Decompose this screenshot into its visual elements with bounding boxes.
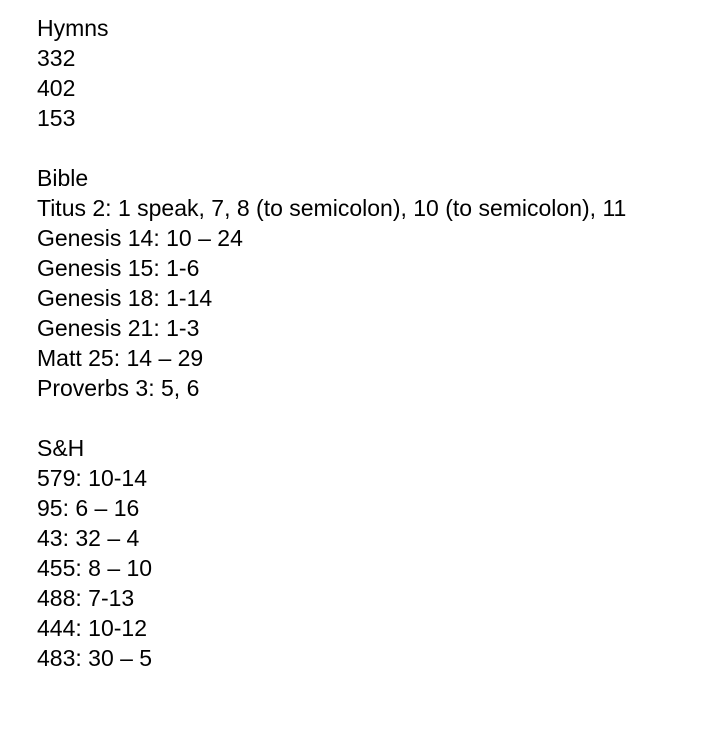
hymn-number: 332	[37, 45, 76, 71]
bible-citation: Titus 2: 1 speak, 7, 8 (to semicolon), 10 (to semicolon), 11	[37, 195, 627, 221]
document-body	[37, 13, 626, 673]
sh-citation: 444: 10-12	[37, 615, 147, 641]
sh-citation: 455: 8 – 10	[37, 555, 153, 581]
bible-citation: Genesis 15: 1-6	[37, 255, 200, 281]
hymn-number: 153	[37, 105, 76, 131]
bible-citation: Genesis 14: 10 – 24	[37, 225, 243, 251]
bible-heading: Bible	[37, 165, 89, 191]
sh-citation: 43: 32 – 4	[37, 525, 140, 551]
bible-citation: Genesis 18: 1-14	[37, 285, 213, 311]
bible-section	[37, 163, 626, 403]
sh-citation: 579: 10-14	[37, 465, 147, 491]
sh-citation: 483: 30 – 5	[37, 645, 153, 671]
bible-citation: Genesis 21: 1-3	[37, 315, 200, 341]
sh-citation: 95: 6 – 16	[37, 495, 140, 521]
sh-heading: S&H	[37, 435, 85, 461]
hymns-section	[37, 13, 626, 133]
bible-citation: Proverbs 3: 5, 6	[37, 375, 200, 401]
sh-section	[37, 433, 626, 673]
hymns-heading: Hymns	[37, 15, 109, 41]
sh-citation: 488: 7-13	[37, 585, 135, 611]
hymn-number: 402	[37, 75, 76, 101]
bible-citation: Matt 25: 14 – 29	[37, 345, 204, 371]
